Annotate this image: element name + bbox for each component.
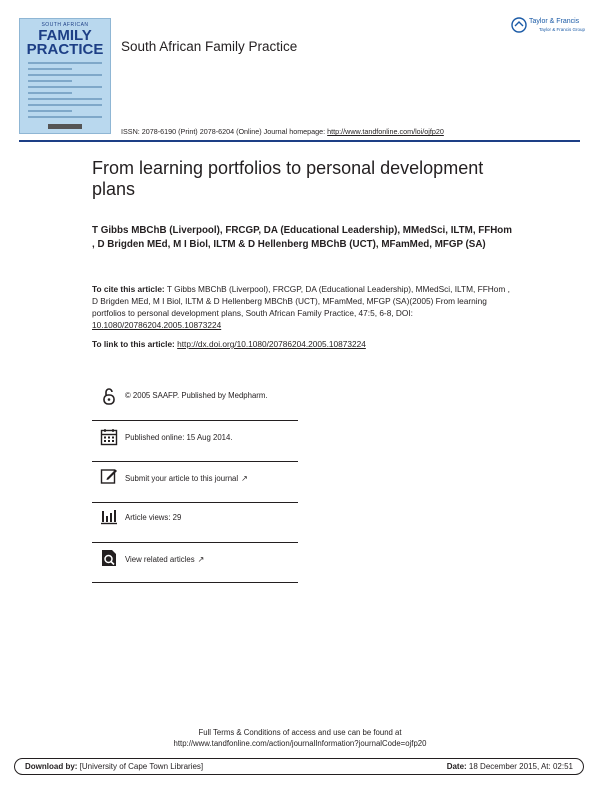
publisher-logo-text: Taylor & Francis (529, 18, 580, 25)
cover-practice-text: PRACTICE (26, 41, 104, 58)
calendar-icon (100, 428, 118, 446)
citation-label: To cite this article: (92, 284, 165, 294)
download-by-value: [University of Cape Town Libraries] (77, 762, 204, 771)
article-title: From learning portfolios to personal development plans (92, 158, 484, 199)
related-articles-text: View related articles (125, 555, 195, 564)
journal-name: South African Family Practice (121, 39, 298, 54)
issn-line (121, 127, 444, 136)
cover-family-text: FAMILY (38, 27, 92, 44)
row-divider (92, 420, 298, 421)
published-online-row (92, 428, 298, 468)
download-by-label: Download by: (25, 762, 78, 771)
download-info-bar (14, 758, 584, 775)
cover-footer-mark (48, 124, 82, 129)
header-divider (19, 140, 580, 142)
citation-block (92, 283, 512, 331)
row-divider (92, 582, 298, 583)
download-date (447, 762, 573, 771)
submit-article-link[interactable] (125, 474, 248, 483)
publisher-logo-subtext: Taylor & Francis Group (539, 27, 586, 32)
journal-homepage-link[interactable]: http://www.tandfonline.com/loi/ojfp20 (327, 127, 444, 136)
download-date-label: Date: (446, 762, 467, 771)
terms-url[interactable]: http://www.tandfonline.com/action/journalInformation?journalCode=ojfp20 (173, 739, 427, 748)
edit-icon (100, 467, 118, 485)
article-link-line (92, 339, 512, 349)
issn-text: ISSN: 2078-6190 (Print) 2078-6204 (Online) Journal homepage: (121, 127, 328, 136)
submit-article-text: Submit your article to this journal (125, 474, 239, 483)
cover-lines (28, 62, 102, 118)
article-authors: T Gibbs MBChB (Liverpool), FRCGP, DA (Educational Leadership), MMedSci, ILTM, FFHom , D Brigden MEd, M I Biol, ILTM & D Hellenberg MBChB (UCT), MFamMed, MFGP (SA) (92, 225, 513, 250)
download-date-value: 18 December 2015, At: 02:51 (466, 762, 573, 771)
row-divider (92, 502, 298, 503)
publisher-logo-icon (511, 17, 527, 33)
article-views-text: Article views: 29 (125, 513, 182, 522)
row-divider (92, 461, 298, 462)
copyright-text: © 2005 SAAFP. Published by Medpharm. (125, 391, 268, 400)
terms-block (0, 727, 600, 749)
journal-cover-image (19, 18, 111, 134)
download-by (25, 762, 203, 771)
external-link-icon: ↗ (241, 474, 248, 483)
related-articles-icon (100, 549, 118, 567)
citation-text: T Gibbs MBChB (Liverpool), FRCGP, DA (Educational Leadership), MMedSci, ILTM, FFHom , D Brigden MEd, M I Biol, ILTM & D Hellenberg MBChB (UCT), MFamMed, MFGP (SA)(2005) From learning portfolios to personal development plans, South African Family Practice, 47:5, 6-8, DOI: (92, 284, 510, 318)
doi-link[interactable]: 10.1080/20786204.2005.10873224 (92, 320, 222, 330)
article-link-label: To link to this article: (92, 339, 178, 349)
submit-article-row[interactable] (92, 467, 298, 507)
row-divider (92, 542, 298, 543)
terms-line: Full Terms & Conditions of access and use can be found at (198, 728, 402, 737)
cover-top-text: SOUTH AFRICAN (41, 22, 89, 28)
article-views-row (92, 508, 298, 548)
publisher-logo[interactable] (511, 16, 586, 36)
related-articles-link[interactable] (125, 555, 204, 564)
bar-chart-icon (100, 508, 118, 526)
related-articles-row[interactable] (92, 549, 298, 589)
article-permalink[interactable]: http://dx.doi.org/10.1080/20786204.2005.10873224 (177, 339, 366, 349)
published-online-text: Published online: 15 Aug 2014. (125, 433, 233, 442)
external-link-icon: ↗ (197, 555, 205, 564)
